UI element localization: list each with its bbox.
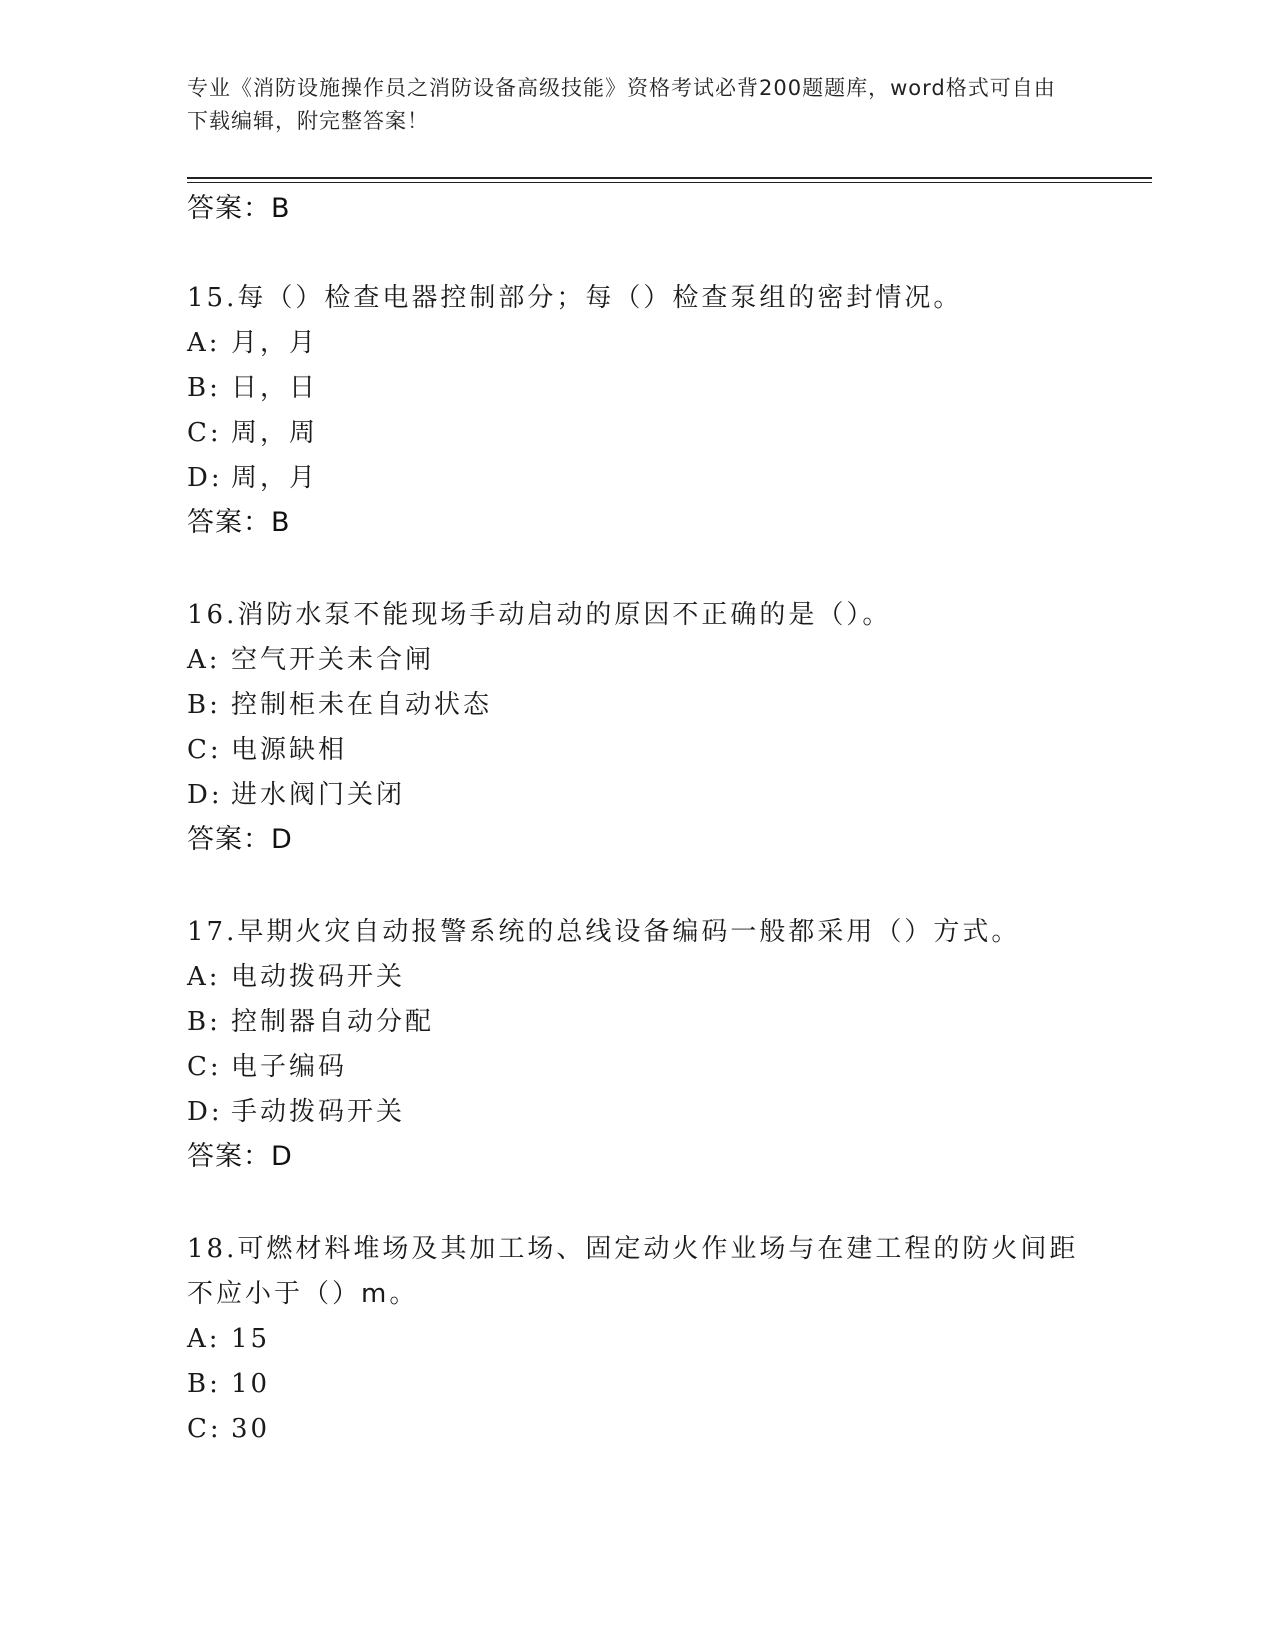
question-16-answer: [187, 823, 293, 857]
option-letter: C:: [187, 1414, 222, 1444]
option-text: 10: [231, 1369, 271, 1399]
question-text: 不应小于（）m。: [187, 1279, 419, 1309]
answer-value: D: [271, 1141, 293, 1172]
option-text: 控制器自动分配: [231, 1007, 435, 1037]
question-18-option-c: [187, 1412, 270, 1446]
option-text: 电动拨码开关: [231, 962, 406, 992]
option-text: 日，日: [231, 373, 319, 403]
question-15-answer: [187, 506, 291, 540]
option-letter: A:: [187, 962, 221, 992]
option-letter: D:: [187, 463, 223, 493]
answer-line-prev: [187, 192, 291, 226]
answer-value: B: [271, 193, 291, 224]
option-letter: A:: [187, 328, 221, 358]
question-18-stem-continued: [187, 1277, 418, 1311]
option-text: 电源缺相: [231, 735, 348, 765]
question-17-option-a: [187, 960, 405, 994]
question-number: 16.: [187, 600, 238, 630]
question-number: 17.: [187, 917, 238, 947]
question-17-option-d: [187, 1095, 405, 1129]
option-text: 控制柜未在自动状态: [231, 690, 493, 720]
question-15-option-d: [187, 461, 318, 495]
question-17-answer: [187, 1140, 293, 1174]
option-text: 月，月: [231, 328, 319, 358]
option-text: 30: [231, 1414, 271, 1444]
option-text: 电子编码: [231, 1052, 348, 1082]
question-16-stem: [187, 598, 891, 632]
option-text: 周，周: [231, 418, 319, 448]
option-letter: A:: [187, 645, 221, 675]
answer-label: 答案：: [187, 507, 271, 538]
option-letter: B:: [187, 373, 221, 403]
document-header: [187, 72, 1067, 138]
question-17-option-b: [187, 1005, 434, 1039]
question-18-option-b: [187, 1367, 270, 1401]
option-text: 进水阀门关闭: [231, 780, 406, 810]
question-text: 每（）检查电器控制部分；每（）检查泵组的密封情况。: [237, 283, 963, 313]
option-letter: B:: [187, 1369, 221, 1399]
option-letter: D:: [187, 1097, 223, 1127]
question-15-option-b: [187, 371, 318, 405]
question-15-option-c: [187, 416, 318, 450]
option-letter: B:: [187, 690, 221, 720]
answer-label: 答案：: [187, 824, 271, 855]
question-18-stem: [187, 1232, 1078, 1266]
question-16-option-a: [187, 643, 434, 677]
option-letter: C:: [187, 735, 222, 765]
question-15-stem: [187, 281, 962, 315]
question-17-option-c: [187, 1050, 347, 1084]
answer-label: 答案：: [187, 193, 271, 224]
question-16-option-d: [187, 778, 405, 812]
answer-label: 答案：: [187, 1141, 271, 1172]
option-letter: A:: [187, 1324, 221, 1354]
option-text: 空气开关未合闸: [231, 645, 435, 675]
question-16-option-b: [187, 688, 492, 722]
header-rule-thick: [187, 177, 1152, 179]
question-text: 早期火灾自动报警系统的总线设备编码一般都采用（）方式。: [237, 917, 1021, 947]
option-letter: D:: [187, 780, 223, 810]
question-number: 18.: [187, 1234, 238, 1264]
answer-value: B: [271, 507, 291, 538]
question-text: 可燃材料堆场及其加工场、固定动火作业场与在建工程的防火间距: [237, 1234, 1079, 1264]
question-16-option-c: [187, 733, 347, 767]
option-text: 周，月: [231, 463, 319, 493]
option-letter: B:: [187, 1007, 221, 1037]
option-letter: C:: [187, 1052, 222, 1082]
question-17-stem: [187, 915, 1020, 949]
question-18-option-a: [187, 1322, 270, 1356]
option-text: 15: [231, 1324, 271, 1354]
option-letter: C:: [187, 418, 222, 448]
question-number: 15.: [187, 283, 238, 313]
question-15-option-a: [187, 326, 318, 360]
header-text: 专业《消防设施操作员之消防设备高级技能》资格考试必背200题题库，word格式可自由下载编辑，附完整答案！: [187, 76, 1056, 133]
question-text: 消防水泵不能现场手动启动的原因不正确的是（）。: [237, 600, 892, 630]
option-text: 手动拨码开关: [231, 1097, 406, 1127]
answer-value: D: [271, 824, 293, 855]
header-rule-thin: [187, 182, 1152, 183]
